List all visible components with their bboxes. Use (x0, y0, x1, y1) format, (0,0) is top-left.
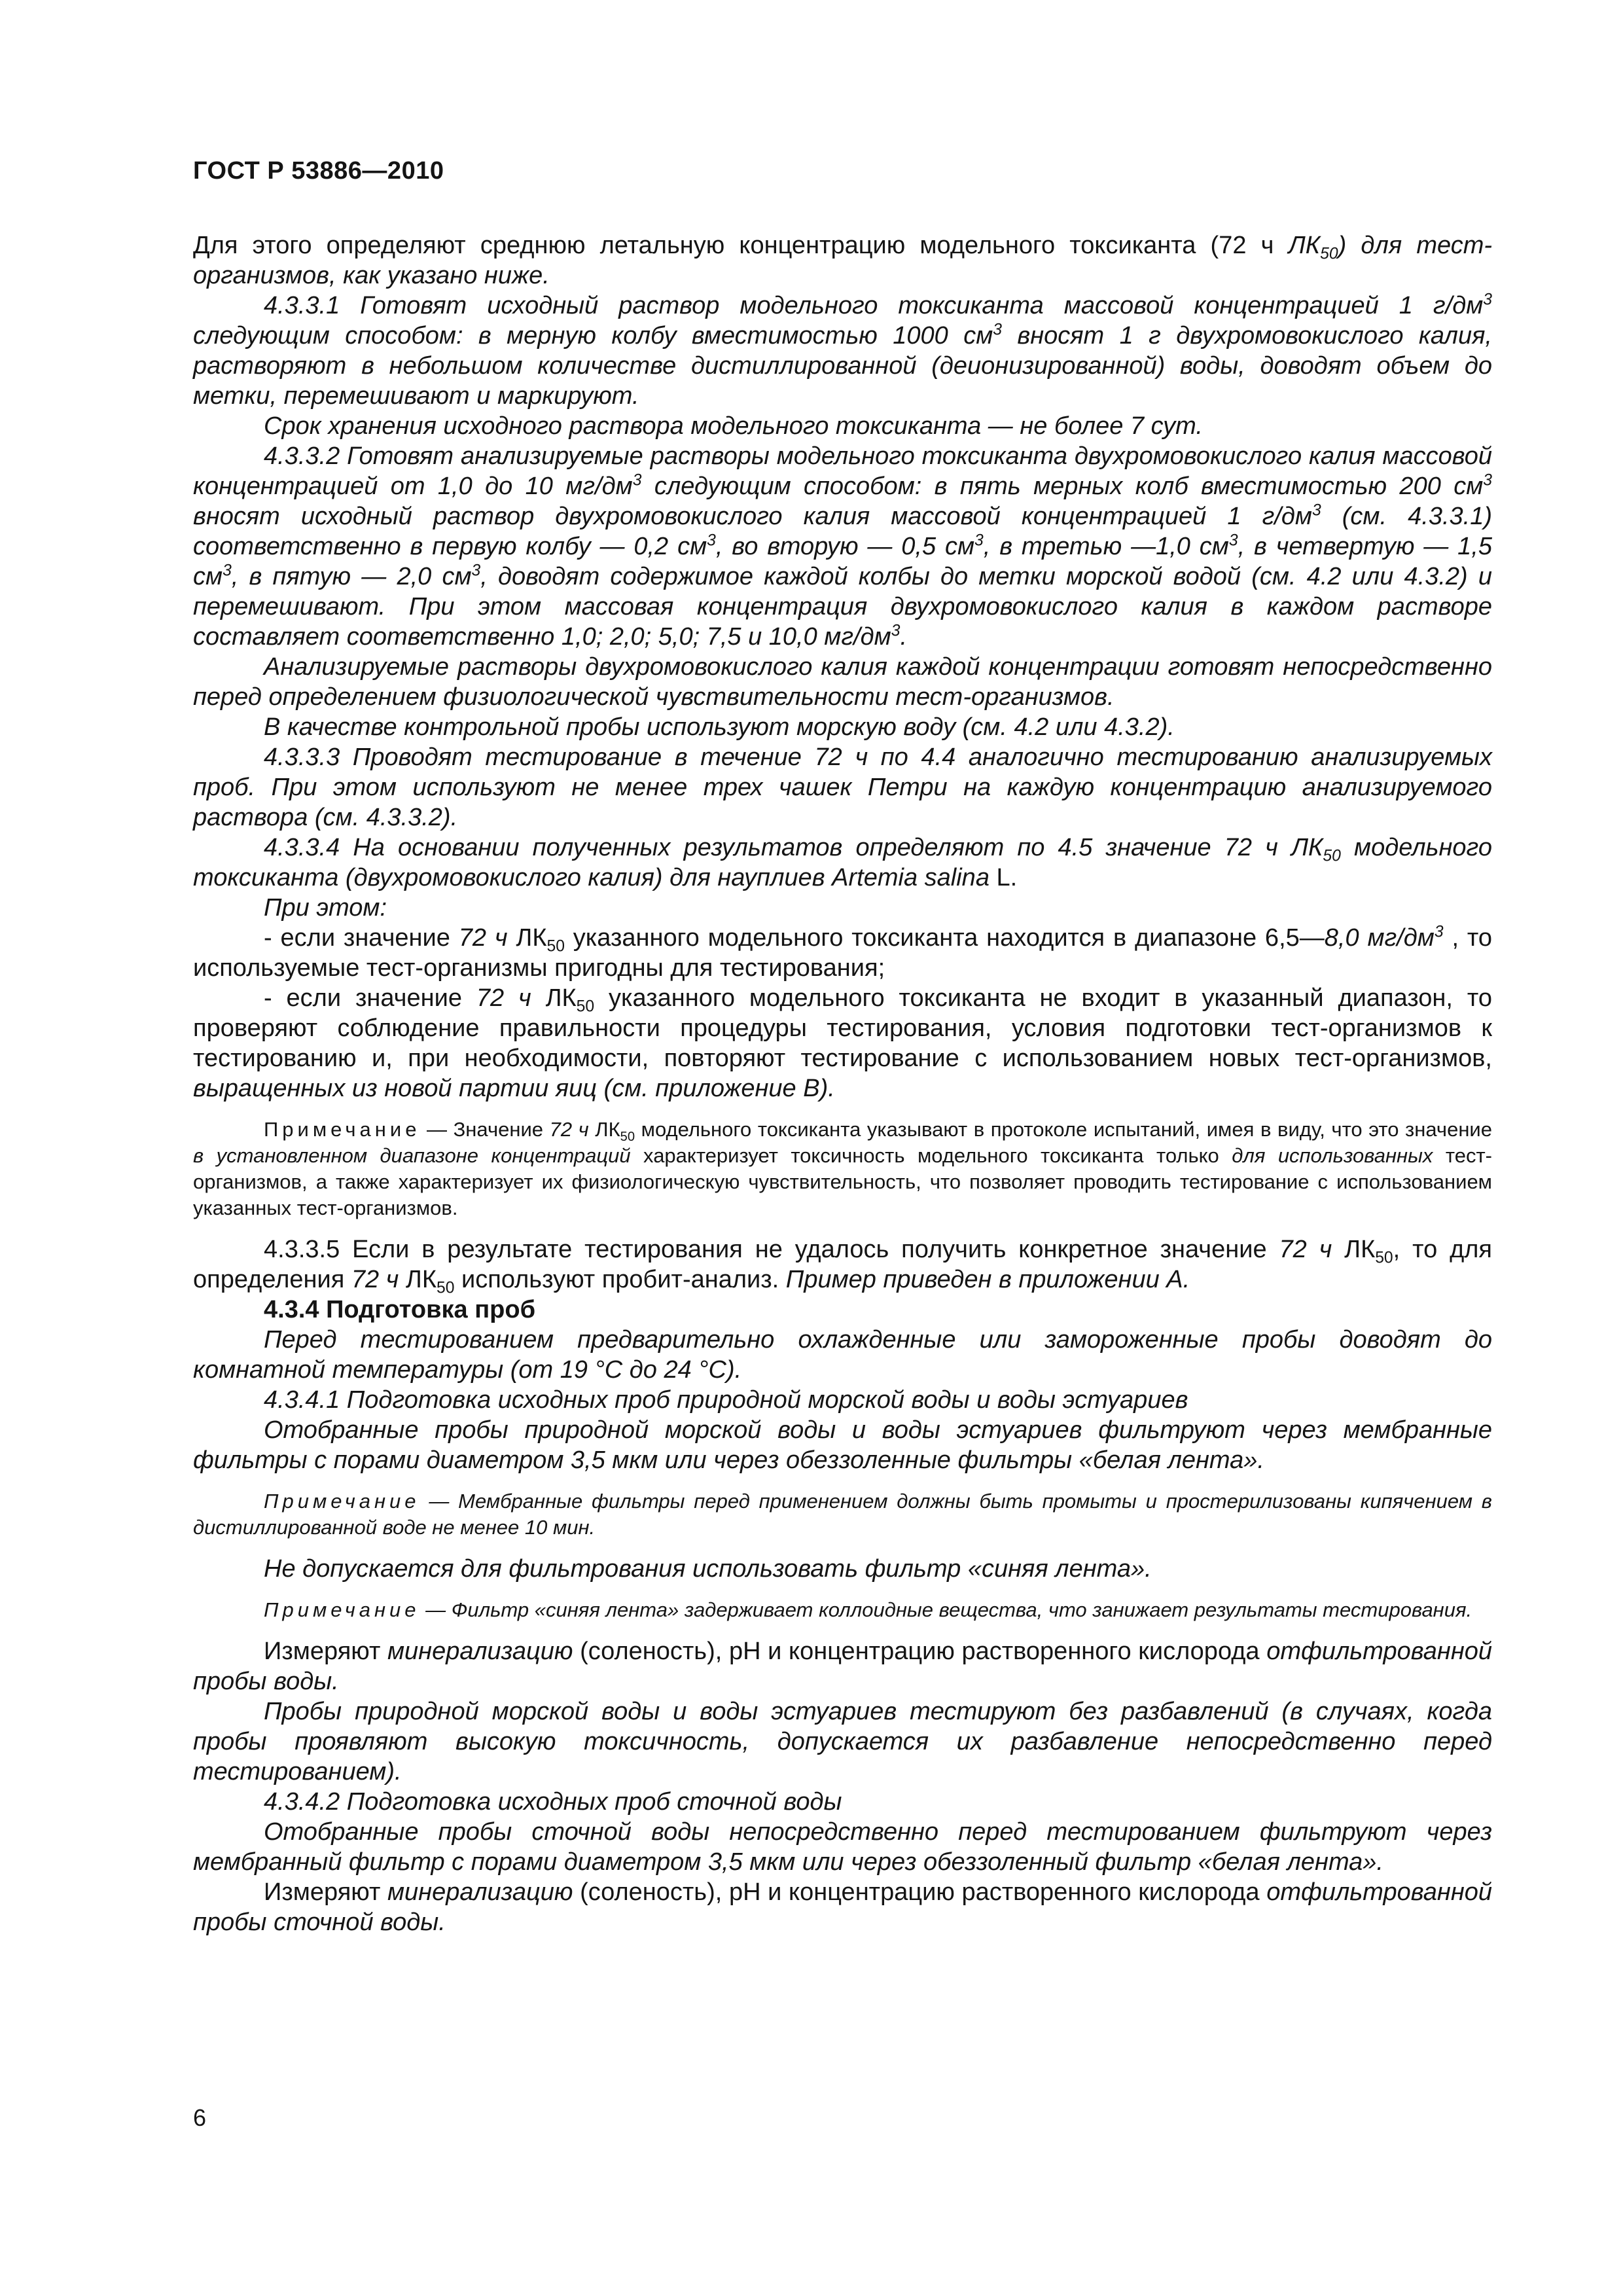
paragraph: Пробы природной морской воды и воды эстуариев тестируют без разбавлений (в случаях, когда пробы проявляют высокую токсичность, допускается их разбавление непосредственно перед тестированием). (193, 1698, 1492, 1785)
document-body (193, 230, 1492, 1937)
text-run: Для этого определяют среднюю летальную концентрацию модельного токсиканта (72 ч (193, 232, 1289, 259)
paragraph: Анализируемые растворы двухромовокислого калия каждой концентрации готовят непосредственно перед определением физиологической чувствительности тест-организмов. (193, 653, 1492, 711)
text-run: ЛК (399, 1266, 437, 1293)
text-run: ) для тест-организмов, как указано ниже. (193, 232, 1492, 289)
text-run: . (900, 623, 907, 651)
text-run: следующим способом: в мерную колбу вместимостью 1000 см (193, 322, 993, 350)
text-run: (соленость), рН и концентрацию растворенного кислорода (573, 1638, 1267, 1665)
text-run: 72 ч (549, 1118, 589, 1141)
text-run: , то для определения (193, 1236, 1492, 1293)
paragraph: В качестве контрольной пробы используют морскую воду (см. 4.2 или 4.3.2). (264, 713, 1175, 741)
paragraph: Перед тестированием предварительно охлажденные или замороженные пробы доводят до комнатной температуры (от 19 °С до 24 °С). (193, 1326, 1492, 1384)
paragraph: Не допускается для фильтрования использовать фильтр «синяя лента». (264, 1555, 1152, 1583)
superscript: 3 (1483, 291, 1492, 309)
text-run: 4.3.3.5 Если в результате тестирования не удалось получить конкретное значение (264, 1236, 1279, 1263)
text-run: тест-организмов, а также характеризует их физиологическую чувствительность, что позволяет проводить тестирование с использованием указанных тест-организмов. (193, 1144, 1492, 1219)
superscript: 3 (974, 531, 984, 550)
text-run: отфильтрованной пробы сточной воды. (193, 1878, 1493, 1936)
paragraph (193, 833, 1492, 893)
paragraph (193, 923, 1492, 983)
text-run: 72 ч (351, 1266, 399, 1293)
text-run: вносят исходный раствор двухромовокислого калия массовой концентрацией 1 г/дм (193, 503, 1312, 530)
text-run: , в пятую — 2,0 см (231, 563, 472, 590)
text-run: отфильтрованной пробы воды. (193, 1638, 1493, 1695)
text-run: минерализацию (387, 1878, 573, 1906)
subscript: 50 (546, 937, 565, 956)
superscript: 3 (1483, 471, 1492, 490)
section-heading: 4.3.4 Подготовка проб (264, 1296, 536, 1323)
text-run: ЛК (531, 984, 577, 1012)
text-run: указанного модельного токсиканта находится в диапазоне 6,5— (564, 924, 1325, 952)
text-run: , в четвертую — 1,5 см (193, 533, 1492, 590)
text-run: 72 ч (476, 984, 531, 1012)
text-run: 4.3.3.2 Готовят анализируемые растворы модельного токсиканта двухромовокислого калия массовой концентрацией от 1,0 до 10 мг/дм (193, 442, 1492, 500)
text-run: , то используемые тест-организмы пригодны для тестирования; (193, 924, 1492, 982)
subsection-heading: 4.3.4.1 Подготовка исходных проб природной морской воды и воды эстуариев (264, 1386, 1188, 1414)
text-run: L. (989, 864, 1018, 891)
subscript: 50 (436, 1279, 455, 1297)
text-run: 72 ч (1279, 1236, 1332, 1263)
subscript: 50 (1375, 1249, 1393, 1267)
superscript: 3 (223, 562, 232, 580)
paragraph (193, 983, 1492, 1103)
paragraph (193, 291, 1492, 411)
paragraph: При этом: (264, 894, 387, 922)
superscript: 3 (471, 562, 481, 580)
text-run: в установленном диапазоне концентраций (193, 1144, 631, 1167)
text-run: модельного токсиканта (двухромовокислого калия) для науплиев Artemia salina (193, 834, 1492, 891)
paragraph: 4.3.3.3 Проводят тестирование в течение 72 ч по 4.4 аналогично тестированию анализируемых проб. При этом используют не менее трех чашек Петри на каждую концентрацию анализируемого раствора (см. 4.3.3.2). (193, 744, 1492, 831)
text-run: ЛК (507, 924, 547, 952)
note-label: Примечание (264, 1490, 420, 1513)
text-run: 72 ч (458, 924, 508, 952)
text-run: Измеряют (264, 1638, 387, 1665)
text-run: ЛК (1332, 1236, 1376, 1263)
text-run: ЛК (588, 1118, 620, 1141)
text-run: — Мембранные фильтры перед применением должны быть промыты и простерилизованы кипячением в дистиллированной воде не менее 10 мин. (193, 1490, 1492, 1539)
paragraph (193, 1877, 1492, 1937)
subscript: 50 (620, 1130, 635, 1145)
text-run: Измеряют (264, 1878, 387, 1906)
subscript: 50 (576, 997, 595, 1016)
page-number: 6 (193, 2104, 207, 2131)
note-label: Примечание (264, 1598, 420, 1621)
subsection-heading: 4.3.4.2 Подготовка исходных проб сточной воды (264, 1788, 842, 1816)
note (193, 1117, 1492, 1221)
text-run: для использованных (1232, 1144, 1433, 1167)
text-run: , в третью —1,0 см (983, 533, 1229, 560)
text-run: — Значение (420, 1118, 550, 1141)
superscript: 3 (1434, 923, 1444, 941)
text-run: 8,0 мг/дм (1324, 924, 1435, 952)
text-run: указанного модельного токсиканта не входит в указанный диапазон, то проверяют соблюдение правильности процедуры тестирования, условия подготовки тест-организмов к тестированию и, при необходимости, повторяют тестирование с использованием новых тест-организмов, (193, 984, 1492, 1072)
text-run: (см. 4.3.3.1) соответственно в первую колбу — 0,2 см (193, 503, 1492, 560)
text-run: используют пробит-анализ. (454, 1266, 786, 1293)
note (193, 1597, 1492, 1623)
note-label: Примечание (264, 1118, 421, 1141)
paragraph: Отобранные пробы сточной воды непосредственно перед тестированием фильтруют через мембранный фильтр с порами диаметром 3,5 мкм или через обеззоленный фильтр «белая лента». (193, 1818, 1492, 1876)
subscript: 50 (1323, 847, 1341, 865)
note (193, 1488, 1492, 1541)
text-run: - если значение (264, 924, 459, 952)
superscript: 3 (632, 471, 642, 490)
text-run: следующим способом: в пять мерных колб вместимостью 200 см (641, 473, 1484, 500)
text-run: 4.3.3.1 Готовят исходный раствор модельного токсиканта массовой концентрацией 1 г/дм (264, 292, 1484, 319)
text-run: (соленость), рН и концентрацию растворенного кислорода (573, 1878, 1267, 1906)
superscript: 3 (1228, 531, 1238, 550)
superscript: 3 (993, 321, 1002, 339)
paragraph: Срок хранения исходного раствора модельного токсиканта — не более 7 сут. (264, 412, 1203, 440)
paragraph (193, 1234, 1492, 1295)
text-run: ЛК (1288, 232, 1321, 259)
text-run: вносят 1 г двухромовокислого калия, растворяют в небольшом количестве дистиллированной (деионизированной) воды, доводят объем до метки, перемешивают и маркируют. (193, 322, 1492, 410)
text-run: Пример приведен в приложении А. (785, 1266, 1190, 1293)
text-run: модельного токсиканта указывают в протоколе испытаний, имея в виду, что это значение (635, 1118, 1492, 1141)
superscript: 3 (1311, 501, 1321, 520)
paragraph (193, 1636, 1492, 1696)
text-run: минерализацию (387, 1638, 573, 1665)
paragraph (193, 441, 1492, 652)
text-run: — Фильтр «синяя лента» задерживает коллоидные вещества, что занижает результаты тестирования. (419, 1598, 1472, 1621)
text-run: , во вторую — 0,5 см (715, 533, 975, 560)
text-run: , доводят содержимое каждой колбы до метки морской водой (см. 4.2 или 4.3.2) и перемешивают. При этом массовая концентрация двухромовокислого калия в каждом растворе составляет соответственно 1,0; 2,0; 5,0; 7,5 и 10,0 мг/дм (193, 563, 1492, 651)
superscript: 3 (891, 622, 901, 640)
text-run: 4.3.3.4 На основании полученных результатов определяют по 4.5 значение 72 ч ЛК (264, 834, 1323, 861)
subscript: 50 (1320, 245, 1338, 263)
paragraph: Отобранные пробы природной морской воды и воды эстуариев фильтруют через мембранные фильтры с порами диаметром 3,5 мкм или через обеззоленные фильтры «белая лента». (193, 1416, 1492, 1474)
paragraph (193, 230, 1492, 291)
document-header: ГОСТ Р 53886—2010 (193, 157, 444, 185)
text-run: характеризует токсичность модельного токсиканта только (630, 1144, 1232, 1167)
text-run: - если значение (264, 984, 476, 1012)
superscript: 3 (707, 531, 716, 550)
text-run: выращенных из новой партии яиц (см. приложение В). (193, 1075, 835, 1102)
